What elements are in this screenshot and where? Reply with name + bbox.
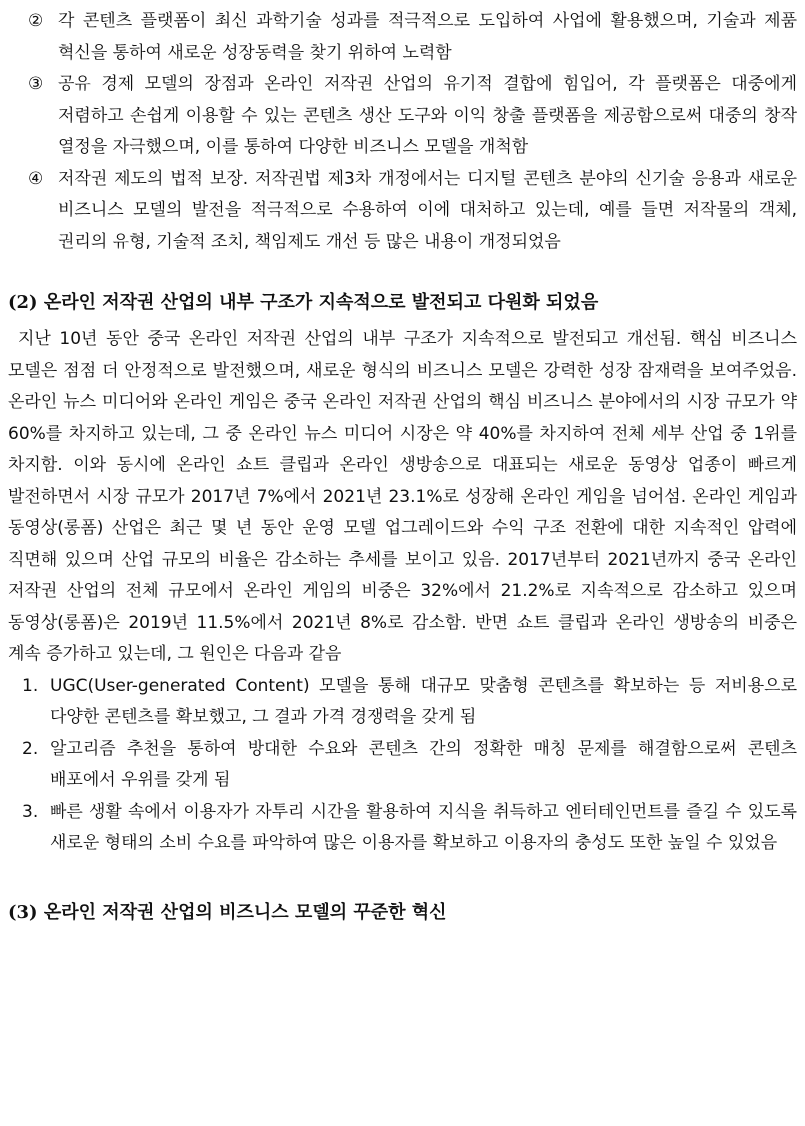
circled-list-item [28,164,797,259]
circled-list-item [28,69,797,164]
list-item-text: 빠른 생활 속에서 이용자가 자투리 시간을 활용하여 지식을 취득하고 엔터테인먼트를 즐길 수 있도록 새로운 형태의 소비 수요를 파악하여 많은 이용자를 확보하고 이용자의 충성도 또한 높일 수 있었음 [50,801,797,853]
list-item-text: 각 콘텐츠 플랫폼이 최신 과학기술 성과를 적극적으로 도입하여 사업에 활용했으며, 기술과 제품 혁신을 통하여 새로운 성장동력을 찾기 위하여 노력함 [58,11,797,63]
body-paragraph: 지난 10년 동안 중국 온라인 저작권 산업의 내부 구조가 지속적으로 발전되고 개선됨. 핵심 비즈니스 모델은 점점 더 안정적으로 발전했으며, 새로운 형식의 비즈니스 모델은 강력한 성장 잠재력을 보여주었음. 온라인 뉴스 미디어와 온라인 게임은 중국 온라인 저작권 산업의 핵심 비즈니스 분야에서의 시장 규모가 약 60%를 차지하고 있는데, 그 중 온라인 뉴스 미디어 시장은 약 40%를 차지하여 전체 세부 산업 중 1위를 차지함. 이와 동시에 온라인 쇼트 클립과 온라인 생방송으로 대표되는 새로운 동영상 업종이 빠르게 발전하면서 시장 규모가 2017년 7%에서 2021년 23.1%로 성장해 온라인 게임을 넘어섬. 온라인 게임과 동영상(롱폼) 산업은 최근 몇 년 동안 운영 모델 업그레이드와 수익 구조 전환에 대한 지속적인 압력에 직면해 있으며 산업 규모의 비율은 감소하는 추세를 보이고 있음. 2017년부터 2021년까지 중국 온라인 저작권 산업의 전체 규모에서 온라인 게임의 비중은 32%에서 21.2%로 지속적으로 감소하고 있으며 동영상(롱폼)은 2019년 11.5%에서 2021년 8%로 감소함. 반면 쇼트 클립과 온라인 생방송의 비중은 계속 증가하고 있는데, 그 원인은 다음과 같음 [8,329,797,664]
list-item-text: 저작권 제도의 법적 보장. 저작권법 제3차 개정에서는 디지털 콘텐츠 분야의 신기술 응용과 새로운 비즈니스 모델의 발전을 적극적으로 수용하여 이에 대처하고 있는데, 예를 들면 저작물의 객체, 권리의 유형, 기술적 조치, 책임제도 개선 등 많은 내용이 개정되었음 [58,168,797,252]
section-heading: (2) 온라인 저작권 산업의 내부 구조가 지속적으로 발전되고 다원화 되었음 [8,292,599,313]
list-marker: 3. [22,801,39,822]
numbered-list-item [22,797,797,860]
numbered-list-item [22,671,797,734]
list-marker: ④ [28,168,44,189]
list-marker: 1. [22,675,39,696]
list-marker: ③ [28,74,44,94]
list-item-text: 알고리즘 추천을 통하여 방대한 수요와 콘텐츠 간의 정확한 매칭 문제를 해결함으로써 콘텐츠 배포에서 우위를 갖게 됨 [50,738,797,790]
circled-list-item [28,6,797,69]
list-item-text: UGC(User-generated Content) 모델을 통해 대규모 맞춤형 콘텐츠를 확보하는 등 저비용으로 다양한 콘텐츠를 확보했고, 그 결과 가격 경쟁력을 갖게 됨 [50,675,797,727]
numbered-list-item [22,734,797,797]
list-item-text: 공유 경제 모델의 장점과 온라인 저작권 산업의 유기적 결합에 힘입어, 각 플랫폼은 대중에게 저렴하고 손쉽게 이용할 수 있는 콘텐츠 생산 도구와 이익 창출 플랫폼을 제공함으로써 대중의 창작 열정을 자극했으며, 이를 통하여 다양한 비즈니스 모델을 개척함 [58,74,797,157]
list-marker: ② [28,11,44,31]
section-heading: (3) 온라인 저작권 산업의 비즈니스 모델의 꾸준한 혁신 [8,901,447,923]
list-marker: 2. [22,738,39,759]
